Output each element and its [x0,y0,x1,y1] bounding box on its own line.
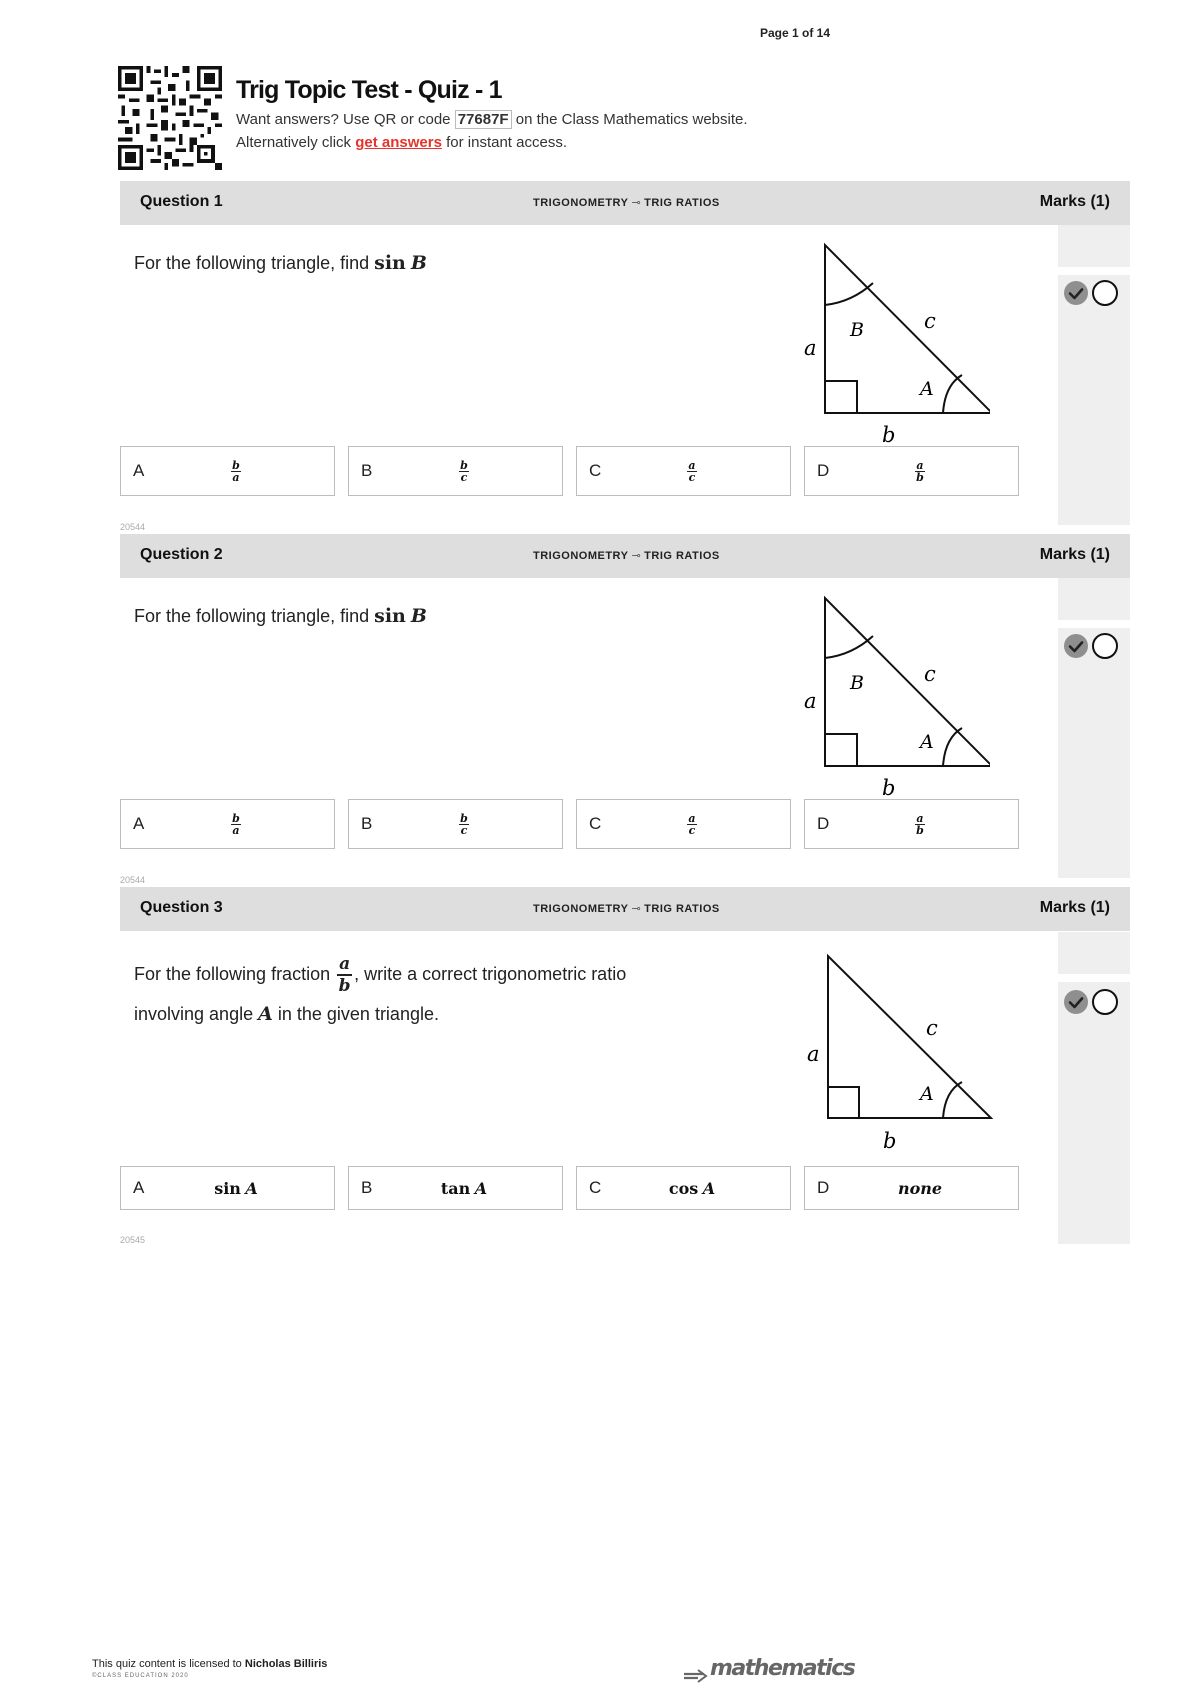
copyright: ©CLASS EDUCATION 2020 [92,1673,189,1679]
license-prefix: This quiz content is licensed to [92,1658,242,1670]
question-header [120,181,1130,225]
question-header [120,534,1130,578]
option-value [409,447,519,495]
question-prompt-cont: , write a correct trigonometric ratio [354,963,627,984]
question-title: Question 2 [140,546,223,563]
question-text [134,954,626,996]
option-function: tan [440,1178,471,1198]
question-prompt-line2: involving angle [134,1004,254,1024]
label-c: c [926,1016,938,1040]
option-function: cos [668,1178,699,1198]
option-value [865,800,975,848]
option-value [181,800,291,848]
category-label: TRIGONOMETRY [533,903,629,915]
option-d[interactable] [804,1166,1019,1210]
trig-function: sin [374,252,406,274]
fraction-numerator: b [232,458,240,472]
label-b: b [882,423,896,445]
question-marks: Marks (1) [1039,546,1110,563]
label-angle-b: B [850,319,864,341]
fraction-denominator: a [232,470,240,484]
option-b[interactable] [348,1166,563,1210]
check-icon[interactable] [1064,634,1088,658]
option-letter: D [817,461,830,480]
subcategory-label: TRIG RATIOS [644,903,720,915]
option-c[interactable] [576,799,791,849]
trig-function: sin [374,605,406,627]
side-divider [1058,620,1130,628]
check-icon[interactable] [1064,990,1088,1014]
question-category [533,196,720,209]
option-letter: A [133,1178,145,1197]
option-value [637,447,747,495]
question-title: Question 1 [140,193,223,210]
alt-prefix: Alternatively click [236,134,352,151]
fraction-denominator: c [460,823,468,837]
label-a: a [807,1042,820,1066]
option-letter: D [817,814,830,833]
arrow-icon: ⊸ [631,903,642,915]
question-id: 20544 [120,522,146,532]
license-notice [92,1658,327,1670]
option-variable: A [702,1178,716,1198]
answer-circle-icon[interactable] [1092,633,1118,659]
option-d[interactable] [804,799,1019,849]
label-angle-a: A [920,731,934,753]
alt-suffix: for instant access. [446,134,567,151]
alternative-line [236,134,567,151]
fraction-numerator: b [460,811,468,825]
option-letter: A [133,814,145,833]
side-divider [1058,974,1130,982]
fraction-denominator: a [232,823,240,837]
side-divider [1058,267,1130,275]
fraction-denominator: c [460,470,468,484]
triangle-diagram [793,946,993,1156]
label-b: b [883,1129,897,1153]
subcategory-label: TRIG RATIOS [644,550,720,562]
question-title: Question 3 [140,899,223,916]
option-value [865,447,975,495]
fraction-numerator: a [916,458,924,472]
check-icon[interactable] [1064,281,1088,305]
label-angle-b: B [850,672,864,694]
fraction-numerator: b [460,458,468,472]
label-b: b [882,776,896,798]
option-value [181,447,291,495]
option-letter: C [589,461,602,480]
question-text-line2 [134,995,439,1033]
answer-circle-icon[interactable] [1092,280,1118,306]
question-prompt: For the following triangle, find [134,606,370,626]
option-value [637,1167,747,1209]
option-letter: B [361,814,373,833]
intro-line [236,111,748,128]
option-b[interactable] [348,446,563,496]
page-number: Page 1 of 14 [760,26,831,40]
subcategory-label: TRIG RATIOS [644,197,720,209]
angle-variable: B [410,605,427,627]
angle-variable: B [410,252,427,274]
fraction-numerator: a [688,458,696,472]
category-label: TRIGONOMETRY [533,197,629,209]
question-text [134,244,427,282]
question-prompt: For the following fraction [134,963,331,984]
question-category [533,902,720,915]
inline-fraction [337,954,352,996]
label-angle-a: A [920,1083,934,1105]
option-value [409,1167,519,1209]
question-prompt-end: in the given triangle. [277,1004,439,1024]
triangle-diagram [790,235,990,445]
category-label: TRIGONOMETRY [533,550,629,562]
logo-text: mathematics [710,1656,855,1681]
question-marks: Marks (1) [1039,899,1110,916]
question-category [533,549,720,562]
fraction-denominator: b [338,976,351,996]
qr-code[interactable] [118,66,222,170]
label-c: c [924,662,936,686]
option-letter: C [589,814,602,833]
fraction-numerator: a [339,954,351,974]
answer-side-panel [1058,932,1130,1244]
answer-side-panel [1058,578,1130,878]
option-value [409,800,519,848]
question-prompt: For the following triangle, find [134,253,370,273]
question-id: 20544 [120,875,146,885]
triangle-diagram [790,588,990,798]
option-letter: A [133,461,145,480]
fraction-denominator: b [916,823,924,837]
intro-prefix: Want answers? Use QR or code [236,111,451,128]
question-marks: Marks (1) [1039,193,1110,210]
label-c: c [924,309,936,333]
option-a[interactable] [120,1166,335,1210]
option-function: sin [214,1178,241,1198]
option-variable: A [474,1178,488,1198]
get-answers-link[interactable]: get answers [355,134,442,151]
angle-variable: A [258,1003,273,1025]
arrow-icon: ⊸ [631,550,642,562]
answer-side-panel [1058,225,1130,525]
option-value [865,1167,975,1209]
fraction-numerator: b [232,811,240,825]
fraction-denominator: c [688,470,696,484]
option-variable: A [245,1178,258,1198]
label-a: a [804,336,817,360]
option-a[interactable] [120,799,335,849]
option-letter: B [361,461,373,480]
option-function: none [897,1178,943,1198]
intro-suffix: on the Class Mathematics website. [515,111,748,128]
option-d[interactable] [804,446,1019,496]
option-c[interactable] [576,446,791,496]
question-text [134,597,427,635]
question-header [120,887,1130,931]
option-c[interactable] [576,1166,791,1210]
fraction-numerator: a [916,811,924,825]
answer-circle-icon[interactable] [1092,989,1118,1015]
option-value [637,800,747,848]
label-angle-a: A [920,378,934,400]
fraction-denominator: b [916,470,924,484]
licensee-name: Nicholas Billiris [244,1658,328,1670]
label-a: a [804,689,817,713]
option-letter: B [361,1178,373,1197]
option-letter: D [817,1178,830,1197]
answer-code: 77687F [455,110,512,129]
question-id: 20545 [120,1235,146,1245]
class-mathematics-logo [682,1650,862,1686]
option-letter: C [589,1178,602,1197]
fraction-denominator: c [688,823,696,837]
quiz-title: Trig Topic Test - Quiz - 1 [236,76,502,104]
option-value [181,1167,291,1209]
arrow-icon: ⊸ [631,197,642,209]
option-b[interactable] [348,799,563,849]
fraction-numerator: a [688,811,696,825]
option-a[interactable] [120,446,335,496]
